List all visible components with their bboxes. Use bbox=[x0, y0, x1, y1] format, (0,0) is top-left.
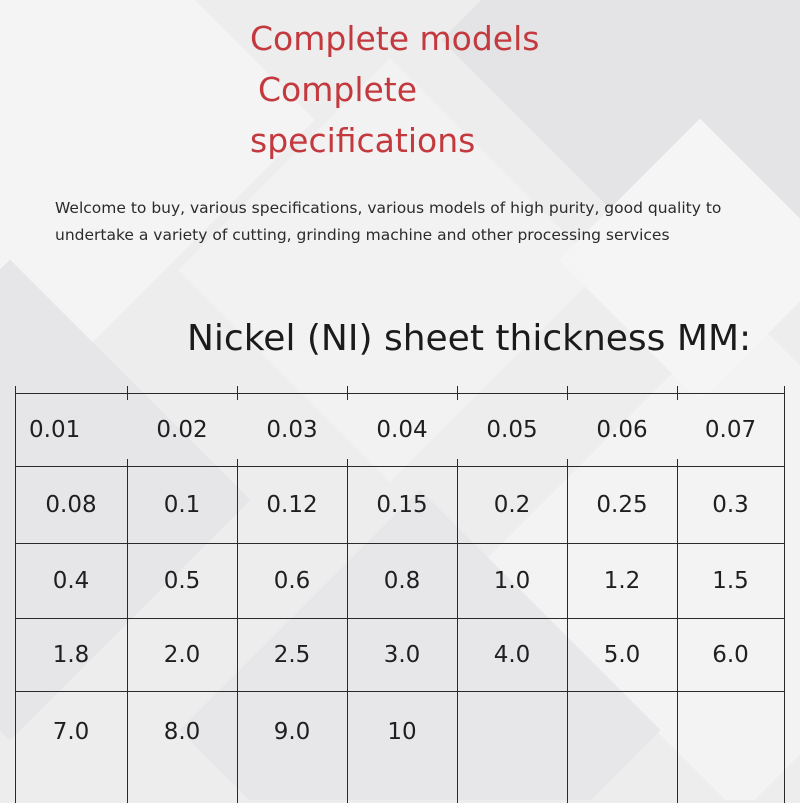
table-cell bbox=[567, 691, 677, 773]
heading-line-2: Complete bbox=[258, 70, 418, 109]
table-cell: 8.0 bbox=[163, 719, 201, 745]
table-cell bbox=[457, 691, 567, 773]
table-row-divider bbox=[15, 466, 784, 467]
table-column-divider bbox=[784, 393, 785, 803]
table-cell: 0.12 bbox=[266, 491, 318, 518]
table-row bbox=[15, 393, 784, 466]
table-cell: 1.5 bbox=[712, 567, 749, 594]
table-cell: 1.0 bbox=[493, 567, 531, 594]
table-row bbox=[15, 466, 784, 543]
table-cell: 0.8 bbox=[383, 567, 421, 594]
table-tick-mark bbox=[127, 386, 128, 400]
table-column-divider bbox=[677, 466, 678, 803]
table-cell: 7.0 bbox=[52, 719, 90, 745]
table-cell: 0.6 bbox=[273, 567, 311, 594]
table-column-divider bbox=[347, 466, 348, 803]
table-column-divider bbox=[15, 393, 16, 803]
table-title: Nickel (NI) sheet thickness MM: bbox=[187, 318, 752, 359]
intro-text: Welcome to buy, various specifications, various models of high purity, good quality to undertake a variety of cutting, grinding machine and other processing services bbox=[55, 199, 722, 244]
table-row-divider bbox=[15, 543, 784, 544]
thickness-table bbox=[15, 393, 784, 803]
table-cell: 2.0 bbox=[163, 641, 201, 668]
table-cell: 0.03 bbox=[266, 416, 318, 443]
table-cell: 0.15 bbox=[376, 491, 428, 518]
table-tick-mark bbox=[457, 386, 458, 400]
table-cell: 3.0 bbox=[383, 641, 421, 668]
table-cell: 0.02 bbox=[156, 416, 208, 443]
heading-line-3: specifications bbox=[250, 121, 476, 160]
table-cell: 0.2 bbox=[493, 491, 531, 518]
table-cell: 0.05 bbox=[486, 416, 538, 443]
table-column-divider bbox=[457, 466, 458, 803]
table-cell bbox=[677, 691, 784, 773]
table-cell: 0.06 bbox=[596, 416, 648, 443]
table-cell: 0.07 bbox=[704, 416, 757, 443]
table-cell: 0.08 bbox=[45, 491, 97, 518]
table-border-top bbox=[15, 393, 784, 394]
table-row-divider bbox=[15, 691, 784, 692]
table-cell: 0.4 bbox=[52, 567, 90, 594]
table-cell: 0.3 bbox=[712, 491, 749, 518]
table-cell: 0.01 bbox=[29, 416, 81, 443]
table-cell: 1.2 bbox=[603, 567, 641, 594]
heading-line-1: Complete models bbox=[250, 19, 540, 58]
table-tick-mark bbox=[567, 386, 568, 400]
table-row bbox=[15, 691, 784, 803]
table-cell: 0.5 bbox=[163, 567, 201, 594]
table-cell: 9.0 bbox=[273, 719, 311, 745]
table-cell: 1.8 bbox=[52, 641, 90, 668]
table-tick-mark bbox=[677, 386, 678, 400]
table-cell: 5.0 bbox=[603, 641, 641, 668]
table-cell: 0.25 bbox=[596, 491, 648, 518]
table-cell: 0.1 bbox=[163, 491, 201, 518]
table-row bbox=[15, 618, 784, 691]
table-cell: 6.0 bbox=[712, 641, 749, 668]
table-tick-mark bbox=[347, 386, 348, 400]
table-tick-mark bbox=[237, 386, 238, 400]
table-column-divider bbox=[567, 466, 568, 803]
table-cell: 0.04 bbox=[376, 416, 428, 443]
table-column-divider bbox=[127, 466, 128, 803]
table-cell: 10 bbox=[387, 719, 417, 745]
table-column-divider bbox=[237, 466, 238, 803]
table-row-divider bbox=[15, 618, 784, 619]
table-row bbox=[15, 543, 784, 618]
table-cell: 4.0 bbox=[493, 641, 531, 668]
table-cell: 2.5 bbox=[273, 641, 311, 668]
